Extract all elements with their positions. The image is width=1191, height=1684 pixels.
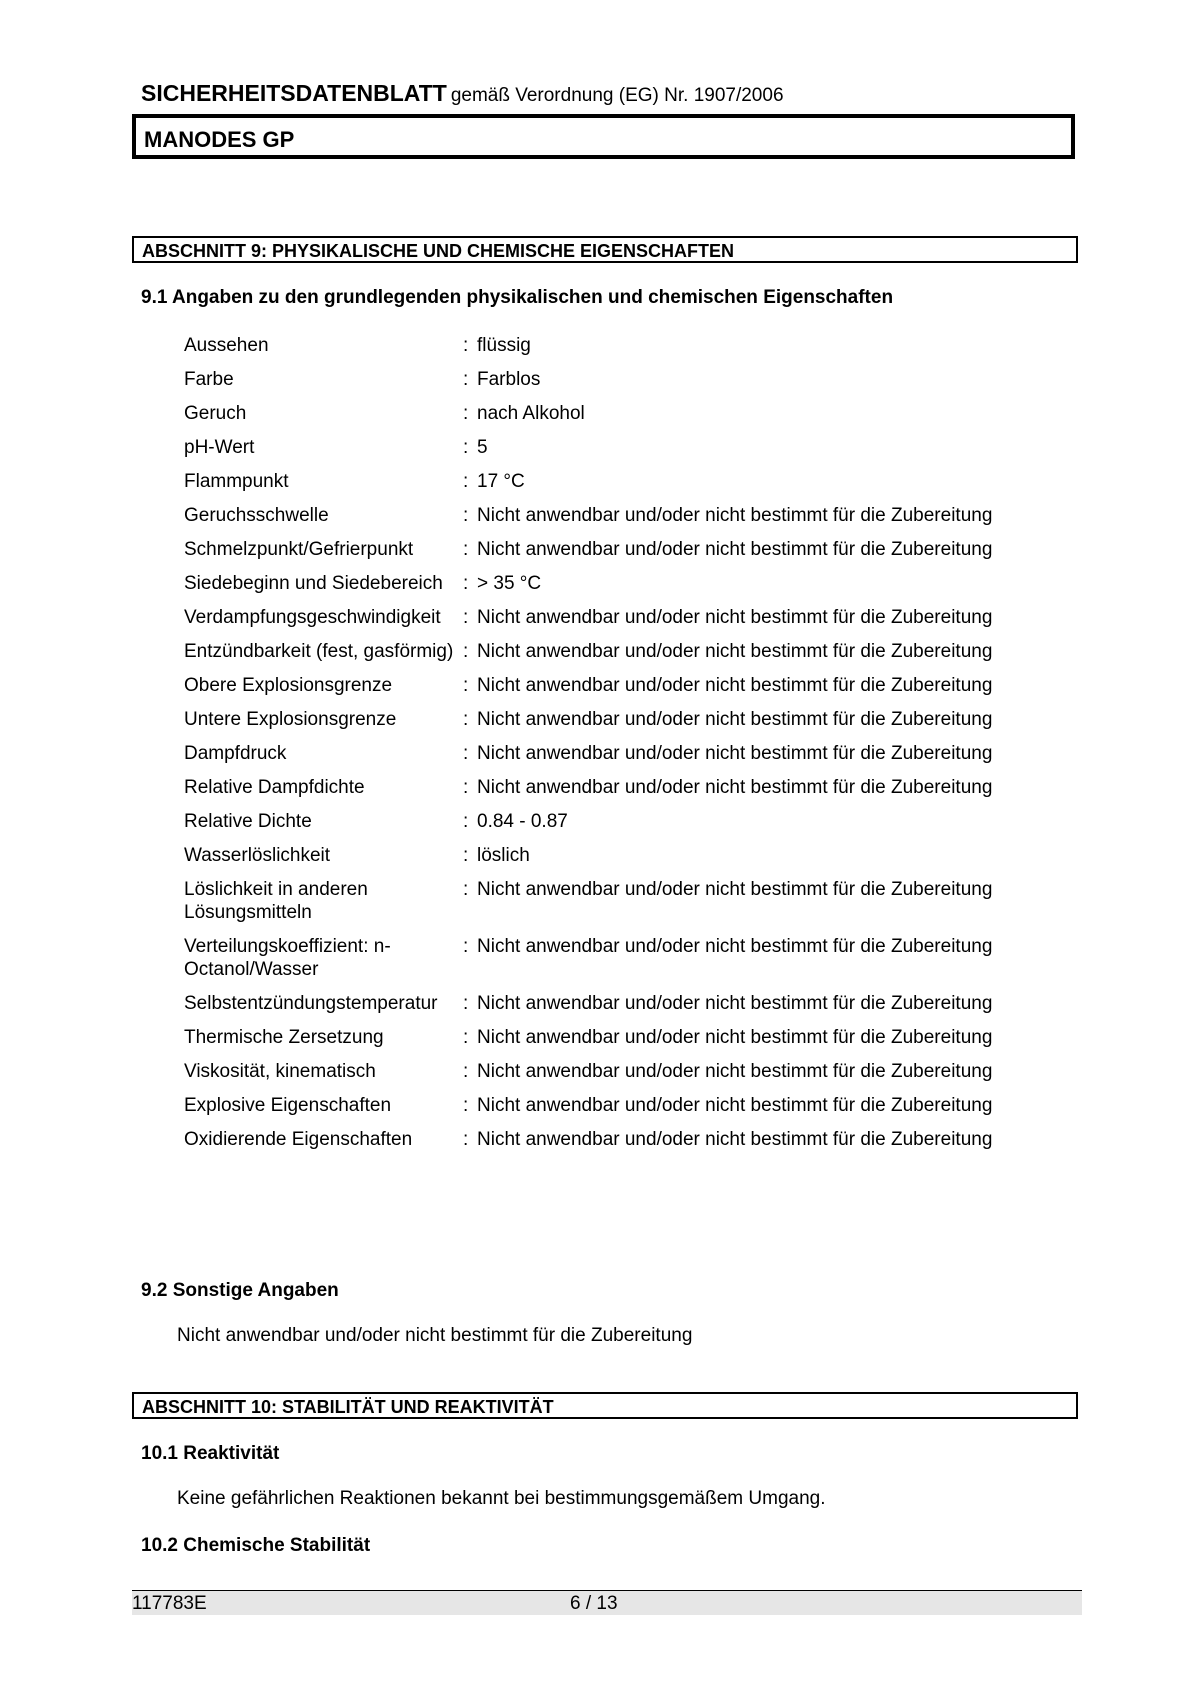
property-separator: :: [463, 1095, 469, 1116]
property-row: [184, 402, 1064, 425]
property-row: [184, 844, 1064, 867]
property-value: > 35 °C: [477, 573, 542, 594]
property-separator: :: [463, 709, 469, 730]
property-separator: :: [463, 403, 469, 424]
property-row: [184, 674, 1064, 697]
property-value: Nicht anwendbar und/oder nicht bestimmt für die Zubereitung: [477, 607, 993, 628]
subsection-9-2-heading: 9.2 Sonstige Angaben: [141, 1280, 339, 1301]
product-name-box: [132, 114, 1075, 159]
property-row: [184, 708, 1064, 731]
property-separator: :: [463, 1129, 469, 1150]
property-row: [184, 606, 1064, 629]
section-10-title: ABSCHNITT 10: STABILITÄT UND REAKTIVITÄT: [142, 1397, 554, 1417]
property-value: Nicht anwendbar und/oder nicht bestimmt für die Zubereitung: [477, 675, 993, 696]
property-value: Nicht anwendbar und/oder nicht bestimmt für die Zubereitung: [477, 743, 993, 764]
property-separator: :: [463, 505, 469, 526]
property-value: 5: [477, 437, 488, 458]
property-label: Verdampfungsgeschwindigkeit: [184, 607, 441, 628]
property-separator: :: [463, 743, 469, 764]
property-row: [184, 470, 1064, 493]
property-label: Siedebeginn und Siedebereich: [184, 573, 443, 594]
property-label: Geruchsschwelle: [184, 505, 329, 526]
section-9-title: ABSCHNITT 9: PHYSIKALISCHE UND CHEMISCHE EIGENSCHAFTEN: [142, 241, 735, 261]
property-separator: :: [463, 936, 469, 957]
property-label: Löslichkeit in anderen Lösungsmitteln: [184, 879, 368, 923]
property-label: Selbstentzündungstemperatur: [184, 993, 438, 1014]
property-row: [184, 878, 1064, 924]
property-label: pH-Wert: [184, 437, 255, 458]
property-label: Relative Dichte: [184, 811, 312, 832]
subsection-10-2-heading: 10.2 Chemische Stabilität: [141, 1535, 371, 1556]
property-separator: :: [463, 471, 469, 492]
property-value: Nicht anwendbar und/oder nicht bestimmt für die Zubereitung: [477, 539, 993, 560]
property-value: 17 °C: [477, 471, 525, 492]
property-value: Nicht anwendbar und/oder nicht bestimmt für die Zubereitung: [477, 777, 993, 798]
property-row: [184, 1128, 1064, 1151]
property-label: Dampfdruck: [184, 743, 287, 764]
property-label: Aussehen: [184, 335, 269, 356]
property-value: Nicht anwendbar und/oder nicht bestimmt für die Zubereitung: [477, 1061, 993, 1082]
property-row: [184, 334, 1064, 357]
property-row: [184, 436, 1064, 459]
property-row: [184, 504, 1064, 527]
property-label: Untere Explosionsgrenze: [184, 709, 397, 730]
regulation-reference: gemäß Verordnung (EG) Nr. 1907/2006: [450, 85, 784, 106]
page-number: 6 / 13: [570, 1593, 618, 1614]
property-label: Obere Explosionsgrenze: [184, 675, 393, 696]
property-separator: :: [463, 811, 469, 832]
property-separator: :: [463, 1027, 469, 1048]
property-row: [184, 992, 1064, 1015]
property-value: Nicht anwendbar und/oder nicht bestimmt für die Zubereitung: [477, 879, 993, 900]
property-row: [184, 1094, 1064, 1117]
property-separator: :: [463, 777, 469, 798]
property-separator: :: [463, 879, 469, 900]
property-separator: :: [463, 845, 469, 866]
subsection-9-2-text: Nicht anwendbar und/oder nicht bestimmt für die Zubereitung: [177, 1325, 693, 1346]
property-label: Oxidierende Eigenschaften: [184, 1129, 413, 1150]
property-row: [184, 935, 1064, 981]
property-separator: :: [463, 573, 469, 594]
property-separator: :: [463, 437, 469, 458]
section-9-header: [132, 236, 1078, 263]
property-row: [184, 776, 1064, 799]
subsection-9-1-heading: 9.1 Angaben zu den grundlegenden physikalischen und chemischen Eigenschaften: [141, 287, 894, 308]
property-value: Nicht anwendbar und/oder nicht bestimmt für die Zubereitung: [477, 1095, 993, 1116]
property-value: nach Alkohol: [477, 403, 585, 424]
property-separator: :: [463, 607, 469, 628]
property-label: Farbe: [184, 369, 234, 390]
property-row: [184, 742, 1064, 765]
product-name: MANODES GP: [144, 127, 295, 152]
property-row: [184, 572, 1064, 595]
property-label: Wasserlöslichkeit: [184, 845, 331, 866]
subsection-10-1-heading: 10.1 Reaktivität: [141, 1443, 280, 1464]
properties-list: [184, 334, 1064, 1162]
property-value: flüssig: [477, 335, 531, 356]
document-header: [141, 80, 784, 107]
property-value: Nicht anwendbar und/oder nicht bestimmt für die Zubereitung: [477, 1027, 993, 1048]
property-label: Viskosität, kinematisch: [184, 1061, 376, 1082]
property-row: [184, 368, 1064, 391]
property-label: Flammpunkt: [184, 471, 289, 492]
property-row: [184, 1060, 1064, 1083]
property-separator: :: [463, 539, 469, 560]
property-value: Farblos: [477, 369, 541, 390]
property-value: Nicht anwendbar und/oder nicht bestimmt für die Zubereitung: [477, 993, 993, 1014]
property-value: Nicht anwendbar und/oder nicht bestimmt für die Zubereitung: [477, 641, 993, 662]
property-separator: :: [463, 1061, 469, 1082]
property-value: Nicht anwendbar und/oder nicht bestimmt für die Zubereitung: [477, 709, 993, 730]
property-row: [184, 640, 1064, 663]
property-value: Nicht anwendbar und/oder nicht bestimmt für die Zubereitung: [477, 505, 993, 526]
property-row: [184, 538, 1064, 561]
property-separator: :: [463, 335, 469, 356]
property-label: Geruch: [184, 403, 247, 424]
property-value: 0.84 - 0.87: [477, 811, 568, 832]
subsection-10-1-text: Keine gefährlichen Reaktionen bekannt bei bestimmungsgemäßem Umgang.: [177, 1488, 826, 1509]
property-row: [184, 1026, 1064, 1049]
property-label: Explosive Eigenschaften: [184, 1095, 392, 1116]
property-separator: :: [463, 993, 469, 1014]
property-value: löslich: [477, 845, 530, 866]
property-label: Relative Dampfdichte: [184, 777, 365, 798]
property-value: Nicht anwendbar und/oder nicht bestimmt für die Zubereitung: [477, 936, 993, 957]
page-footer: [132, 1591, 1082, 1615]
property-value: Nicht anwendbar und/oder nicht bestimmt für die Zubereitung: [477, 1129, 993, 1150]
property-separator: :: [463, 641, 469, 662]
property-label: Entzündbarkeit (fest, gasförmig): [184, 641, 454, 662]
document-code: 117783E: [132, 1593, 207, 1614]
property-separator: :: [463, 675, 469, 696]
property-separator: :: [463, 369, 469, 390]
property-label: Schmelzpunkt/Gefrierpunkt: [184, 539, 414, 560]
property-row: [184, 810, 1064, 833]
property-label: Verteilungskoeffizient: n-Octanol/Wasser: [184, 936, 391, 980]
property-label: Thermische Zersetzung: [184, 1027, 384, 1048]
document-title: SICHERHEITSDATENBLATT: [141, 80, 447, 106]
section-10-header: [132, 1392, 1078, 1419]
